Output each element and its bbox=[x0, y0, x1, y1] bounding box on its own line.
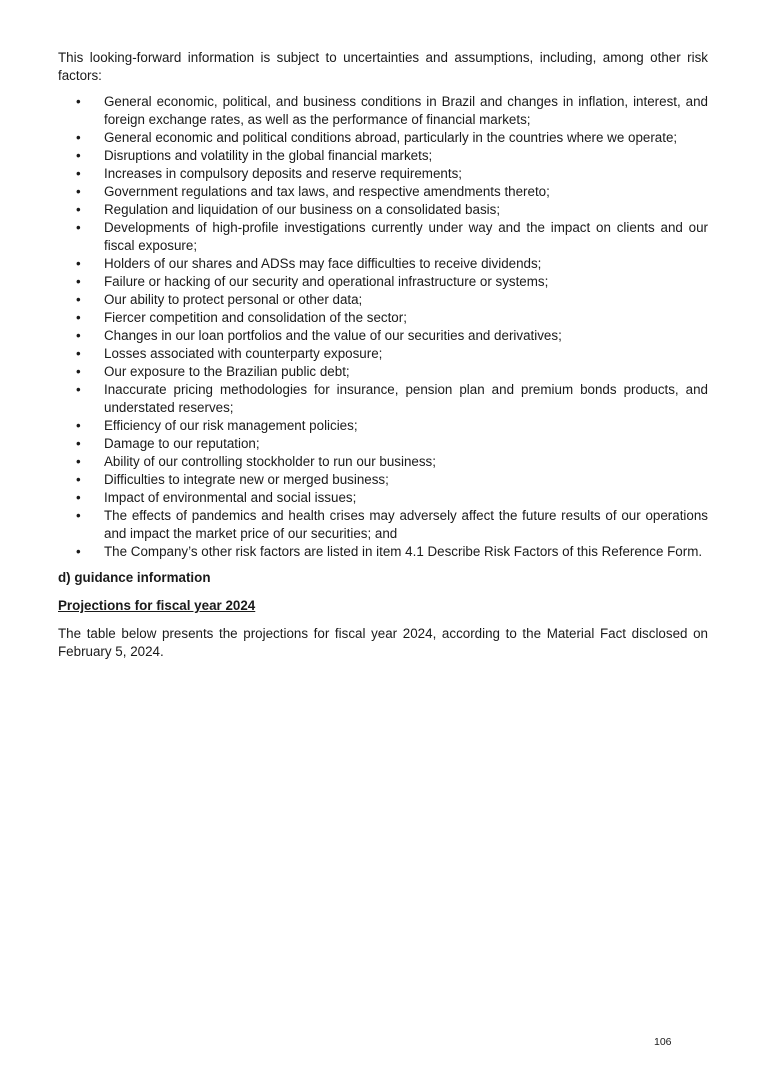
list-item bbox=[58, 165, 708, 183]
bullet-icon: • bbox=[76, 274, 81, 289]
bullet-icon: • bbox=[76, 328, 81, 343]
intro-paragraph: This looking-forward information is subject to uncertainties and assumptions, including, among other risk factors: bbox=[58, 50, 708, 83]
bullet-icon: • bbox=[76, 346, 81, 361]
list-item-text: Ability of our controlling stockholder to run our business; bbox=[104, 454, 436, 469]
list-item-text: The Company’s other risk factors are listed in item 4.1 Describe Risk Factors of this Reference Form. bbox=[104, 544, 703, 559]
list-item bbox=[58, 345, 708, 363]
bullet-icon: • bbox=[76, 472, 81, 487]
list-item-text: General economic, political, and business conditions in Brazil and changes in inflation, interest, and foreign exchange rates, as well as the performance of financial markets; bbox=[104, 94, 708, 127]
list-item-text: Disruptions and volatility in the global financial markets; bbox=[104, 148, 433, 163]
list-item bbox=[58, 183, 708, 201]
bullet-icon: • bbox=[76, 130, 81, 145]
list-item-text: Efficiency of our risk management policies; bbox=[104, 418, 358, 433]
list-item bbox=[58, 129, 708, 147]
list-item bbox=[58, 219, 708, 255]
list-item bbox=[58, 507, 708, 543]
list-item bbox=[58, 363, 708, 381]
list-item-text: Losses associated with counterparty exposure; bbox=[104, 346, 383, 361]
list-item-text: Our exposure to the Brazilian public debt; bbox=[104, 364, 350, 379]
list-item bbox=[58, 471, 708, 489]
section-heading: d) guidance information bbox=[58, 570, 211, 585]
list-item-text: Increases in compulsory deposits and reserve requirements; bbox=[104, 166, 462, 181]
list-item-text: The effects of pandemics and health crises may adversely affect the future results of our operations and impact the market price of our securities; and bbox=[104, 508, 708, 541]
page-number: 106 bbox=[654, 1036, 672, 1048]
list-item bbox=[58, 453, 708, 471]
bullet-icon: • bbox=[76, 436, 81, 451]
bullet-icon: • bbox=[76, 544, 81, 559]
bullet-icon: • bbox=[76, 202, 81, 217]
bullet-icon: • bbox=[76, 310, 81, 325]
bullet-icon: • bbox=[76, 292, 81, 307]
list-item bbox=[58, 417, 708, 435]
list-item-text: General economic and political conditions abroad, particularly in the countries where we operate; bbox=[104, 130, 678, 145]
bullet-icon: • bbox=[76, 256, 81, 271]
list-item bbox=[58, 489, 708, 507]
subsection-heading: Projections for fiscal year 2024 bbox=[58, 598, 256, 613]
list-item bbox=[58, 327, 708, 345]
bullet-icon: • bbox=[76, 454, 81, 469]
list-item-text: Holders of our shares and ADSs may face difficulties to receive dividends; bbox=[104, 256, 542, 271]
list-item-text: Government regulations and tax laws, and respective amendments thereto; bbox=[104, 184, 550, 199]
list-item bbox=[58, 543, 708, 561]
list-item bbox=[58, 435, 708, 453]
list-item-text: Changes in our loan portfolios and the value of our securities and derivatives; bbox=[104, 328, 562, 343]
list-item bbox=[58, 309, 708, 327]
list-item bbox=[58, 201, 708, 219]
bullet-icon: • bbox=[76, 364, 81, 379]
list-item-text: Inaccurate pricing methodologies for insurance, pension plan and premium bonds products, and understated reserves; bbox=[104, 382, 708, 415]
list-item-text: Difficulties to integrate new or merged business; bbox=[104, 472, 389, 487]
bullet-icon: • bbox=[76, 94, 81, 109]
document-page bbox=[58, 49, 708, 661]
list-item-text: Failure or hacking of our security and operational infrastructure or systems; bbox=[104, 274, 549, 289]
risk-factor-list bbox=[58, 93, 708, 561]
list-item bbox=[58, 93, 708, 129]
list-item-text: Developments of high-profile investigations currently under way and the impact on clients and our fiscal exposure; bbox=[104, 220, 708, 253]
list-item bbox=[58, 291, 708, 309]
bullet-icon: • bbox=[76, 220, 81, 235]
bullet-icon: • bbox=[76, 184, 81, 199]
bullet-icon: • bbox=[76, 418, 81, 433]
list-item bbox=[58, 255, 708, 273]
list-item-text: Fiercer competition and consolidation of the sector; bbox=[104, 310, 407, 325]
list-item bbox=[58, 381, 708, 417]
list-item bbox=[58, 147, 708, 165]
bullet-icon: • bbox=[76, 166, 81, 181]
list-item bbox=[58, 273, 708, 291]
bullet-icon: • bbox=[76, 490, 81, 505]
list-item-text: Damage to our reputation; bbox=[104, 436, 260, 451]
bullet-icon: • bbox=[76, 148, 81, 163]
list-item-text: Impact of environmental and social issues; bbox=[104, 490, 357, 505]
list-item-text: Regulation and liquidation of our business on a consolidated basis; bbox=[104, 202, 501, 217]
closing-paragraph: The table below presents the projections for fiscal year 2024, according to the Material Fact disclosed on February 5, 2024. bbox=[58, 626, 708, 659]
list-item-text: Our ability to protect personal or other data; bbox=[104, 292, 363, 307]
bullet-icon: • bbox=[76, 382, 81, 397]
bullet-icon: • bbox=[76, 508, 81, 523]
